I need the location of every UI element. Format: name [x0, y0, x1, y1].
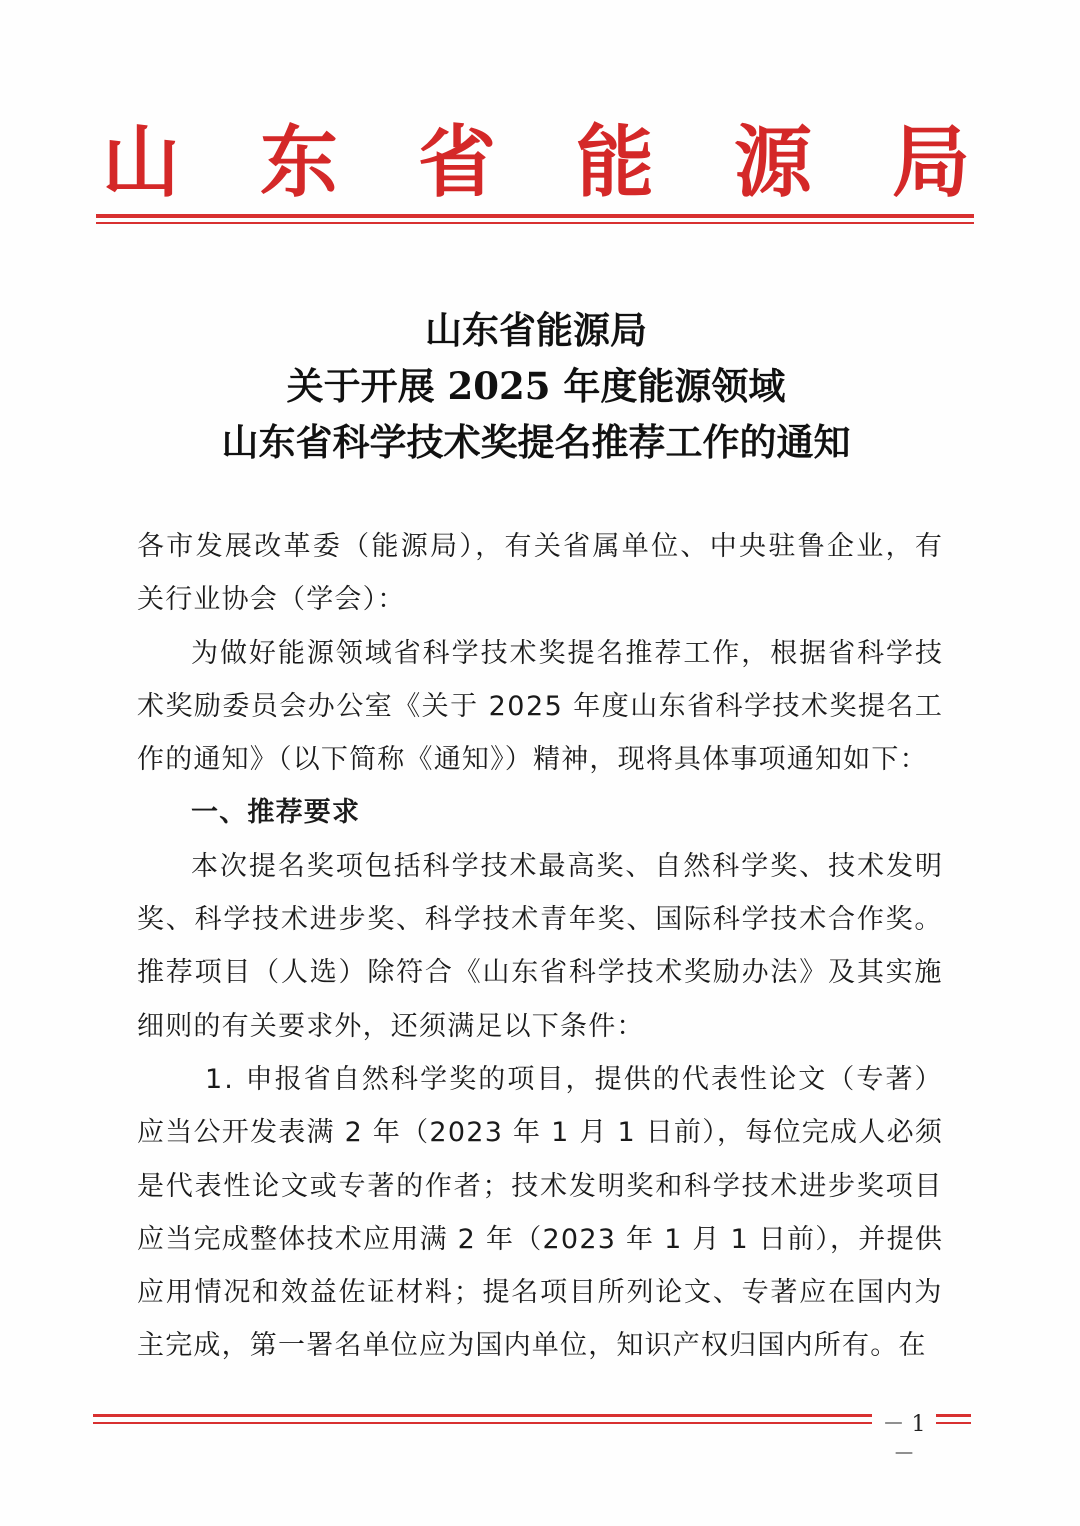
addressee-line-1: 各市发展改革委（能源局），有关省属单位、中央驻鲁企业，有 — [137, 531, 945, 562]
masthead-issuer — [96, 118, 976, 208]
masthead-char: 山 — [101, 117, 180, 208]
document-title — [96, 302, 976, 470]
para1-line-3: 推荐项目（人选）除符合《山东省科学技术奖励办法》及其实施 — [137, 957, 944, 989]
item1-line-1: 1. 申报省自然科学奖的项目，提供的代表性论文（专著） — [205, 1063, 944, 1095]
addressee-line-2: 关行业协会（学会）： — [137, 584, 406, 616]
masthead-char: 省 — [417, 117, 496, 208]
awards-paragraph — [137, 840, 943, 1053]
para1-line-1: 本次提名奖项包括科学技术最高奖、自然科学奖、技术发明 — [191, 850, 944, 882]
item-1-paragraph — [137, 1053, 943, 1373]
item1-line-5: 应用情况和效益佐证材料；提名项目所列论文、专著应在国内为 — [137, 1277, 944, 1309]
para1-line-2: 奖、科学技术进步奖、科学技术青年奖、国际科学技术合作奖。 — [137, 904, 944, 936]
section-1-heading: 一、推荐要求 — [191, 797, 361, 829]
masthead-rule-thin — [96, 222, 974, 224]
footer-rule-thin — [93, 1422, 971, 1424]
masthead-rule-thick — [96, 214, 974, 218]
item1-line-2: 应当公开发表满 2 年（2023 年 1 月 1 日前），每位完成人必须 — [137, 1117, 944, 1149]
page-number: － 1 － — [872, 1410, 936, 1440]
document-body — [137, 520, 943, 1373]
masthead-char: 东 — [259, 117, 338, 208]
intro-line-3: 作的通知》（以下简称《通知》）精神，现将具体事项通知如下： — [137, 744, 928, 776]
para1-line-4: 细则的有关要求外，还须满足以下条件： — [137, 1010, 645, 1042]
masthead-char: 能 — [575, 117, 654, 208]
title-line-2: 关于开展 2025 年度能源领域 — [286, 364, 786, 408]
item1-line-3: 是代表性论文或专著的作者；技术发明奖和科学技术进步奖项目 — [137, 1170, 944, 1202]
title-line-1: 山东省能源局 — [425, 308, 647, 352]
intro-line-1: 为做好能源领域省科学技术奖提名推荐工作，根据省科学技 — [191, 637, 944, 669]
footer-rule-thick — [93, 1414, 971, 1417]
intro-line-2: 术奖励委员会办公室《关于 2025 年度山东省科学技术奖提名工 — [137, 690, 944, 722]
masthead-char: 源 — [733, 117, 812, 208]
title-line-3: 山东省科学技术奖提名推荐工作的通知 — [221, 420, 851, 464]
item1-line-4: 应当完成整体技术应用满 2 年（2023 年 1 月 1 日前），并提供 — [137, 1223, 944, 1255]
item1-line-6: 主完成，第一署名单位应为国内单位，知识产权归国内所有。在 — [137, 1330, 927, 1362]
addressee — [137, 520, 943, 627]
masthead-char: 局 — [891, 117, 970, 208]
intro-paragraph — [137, 627, 943, 787]
section-heading — [137, 786, 943, 839]
